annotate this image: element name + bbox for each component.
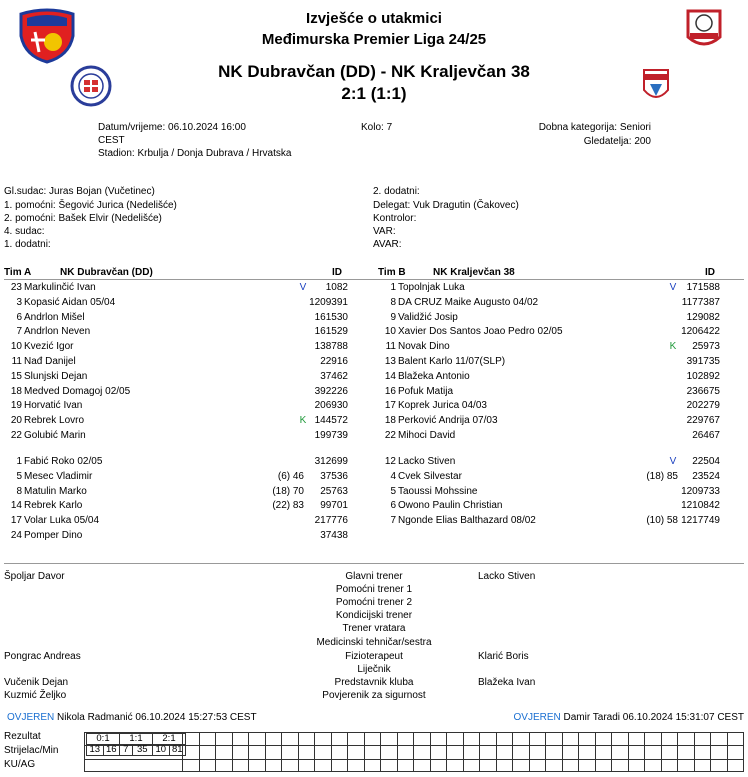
grid-line bbox=[529, 732, 530, 772]
player-number: 14 bbox=[384, 370, 396, 382]
player-name: Nađ Danijel bbox=[24, 356, 76, 367]
grid-line bbox=[578, 732, 579, 772]
player-row bbox=[0, 529, 370, 543]
player-id: 1210842 bbox=[681, 500, 720, 512]
player-name: Cvek Silvestar bbox=[398, 470, 462, 482]
player-number: 22 bbox=[384, 430, 396, 441]
player-row bbox=[374, 514, 744, 528]
player-id: 171588 bbox=[686, 282, 720, 293]
player-number: 9 bbox=[390, 311, 396, 323]
spectators-label: Gledatelja: bbox=[583, 136, 632, 147]
player-id: 37462 bbox=[320, 370, 348, 382]
grid-line bbox=[380, 732, 381, 772]
grid-line bbox=[611, 732, 612, 772]
player-id: 229767 bbox=[686, 415, 720, 427]
player-number: 23 bbox=[10, 282, 22, 293]
player-row bbox=[374, 311, 744, 325]
official-line: 1. pomoćni: Šegović Jurica (Nedelišće) bbox=[4, 200, 177, 211]
player-number: 18 bbox=[10, 385, 22, 397]
grid-line bbox=[281, 732, 282, 772]
datetime-value: 06.10.2024 16:00 bbox=[168, 122, 246, 133]
grid-line bbox=[644, 732, 645, 772]
player-name: Topolnjak Luka bbox=[398, 282, 465, 293]
scoresheet-label-scorer: Strijelac/Min bbox=[4, 745, 59, 756]
player-number: 1 bbox=[390, 282, 396, 293]
official-line: 1. dodatni: bbox=[4, 239, 51, 250]
staff-role: Kondicijski trener bbox=[335, 610, 413, 621]
player-row bbox=[374, 281, 744, 295]
grid-line bbox=[84, 759, 744, 760]
grid-line bbox=[298, 732, 299, 772]
player-row bbox=[0, 370, 370, 384]
divider bbox=[4, 279, 744, 280]
grid-line bbox=[694, 732, 695, 772]
player-name: Medved Domagoj 02/05 bbox=[24, 385, 131, 397]
player-name: Andrlon Neven bbox=[24, 326, 91, 338]
player-number: 20 bbox=[10, 415, 22, 427]
player-row bbox=[0, 514, 370, 528]
player-number: 6 bbox=[16, 311, 22, 323]
grid-line bbox=[479, 732, 480, 772]
player-id: 217776 bbox=[314, 515, 348, 527]
datetime-label: Datum/vrijeme: bbox=[98, 122, 166, 133]
team-a-label: Tim A bbox=[4, 267, 32, 278]
player-name: Horvatić Ivan bbox=[24, 400, 83, 412]
verified-status: OVJEREN bbox=[513, 712, 561, 723]
datetime-line bbox=[98, 122, 246, 133]
player-id: 312699 bbox=[314, 456, 348, 467]
player-name: Balent Karlo 11/07(SLP) bbox=[398, 356, 506, 367]
verification-left bbox=[7, 712, 257, 723]
grid-line bbox=[430, 732, 431, 772]
player-number: 18 bbox=[384, 415, 396, 427]
category-label: Dobna kategorija: bbox=[538, 122, 618, 133]
match-score: 2:1 (1:1) bbox=[341, 84, 407, 103]
player-number: 10 bbox=[384, 326, 396, 338]
player-name: Markulinčić Ivan bbox=[24, 282, 96, 293]
player-row bbox=[374, 499, 744, 513]
player-number: 13 bbox=[384, 356, 396, 367]
staff-team-a: Kuzmić Željko bbox=[4, 690, 67, 701]
player-number: 7 bbox=[16, 326, 22, 338]
grid-line bbox=[595, 732, 596, 772]
player-row bbox=[0, 414, 370, 428]
player-id: 161529 bbox=[314, 326, 348, 338]
grid-line bbox=[512, 732, 513, 772]
player-id: 23524 bbox=[692, 470, 720, 482]
player-id: 25973 bbox=[692, 341, 720, 353]
scorer-cell: 7 bbox=[120, 745, 133, 756]
report-title: Izvješće o utakmici bbox=[306, 10, 442, 27]
player-number: 15 bbox=[10, 370, 22, 382]
spectators-line bbox=[480, 136, 651, 147]
player-number: 19 bbox=[10, 400, 22, 412]
grid-line bbox=[347, 732, 348, 772]
player-name: Validžić Josip bbox=[398, 311, 458, 323]
player-row bbox=[374, 470, 744, 484]
grid-line bbox=[562, 732, 563, 772]
scorer-cell: 81 bbox=[169, 745, 186, 756]
player-id: 199739 bbox=[314, 430, 348, 441]
result-cell: 1:1 bbox=[120, 734, 153, 745]
mnsc-crest-icon bbox=[17, 6, 77, 64]
player-row bbox=[374, 385, 744, 399]
verified-by: Damir Taradi 06.10.2024 15:31:07 CEST bbox=[563, 712, 744, 723]
verification-right bbox=[430, 712, 744, 723]
player-row bbox=[0, 485, 370, 499]
player-id: 99701 bbox=[320, 500, 348, 512]
player-name: Lacko Stiven bbox=[398, 456, 456, 467]
staff-team-a: Špoljar Davor bbox=[4, 571, 65, 582]
grid-line bbox=[710, 732, 711, 772]
player-row bbox=[0, 455, 370, 469]
player-id: 1209391 bbox=[309, 296, 348, 308]
player-id: 1082 bbox=[325, 282, 348, 293]
staff-role: Medicinski tehničar/sestra bbox=[316, 637, 432, 648]
staff-role: Trener vratara bbox=[342, 623, 406, 634]
stadium-value: Krbulja / Donja Dubrava / Hrvatska bbox=[137, 148, 292, 159]
player-row bbox=[374, 355, 744, 369]
player-row bbox=[374, 455, 744, 469]
player-minute: (18) 85 bbox=[646, 470, 678, 482]
player-number: 7 bbox=[390, 515, 396, 527]
grid-line bbox=[463, 732, 464, 772]
player-number: 8 bbox=[390, 296, 396, 308]
player-name: Matulin Marko bbox=[24, 485, 87, 497]
grid-line bbox=[743, 732, 744, 772]
verified-status: OVJEREN bbox=[7, 712, 55, 723]
player-name: Blažeka Antonio bbox=[398, 370, 470, 382]
staff-role: Pomoćni trener 1 bbox=[335, 584, 413, 595]
player-row bbox=[0, 499, 370, 513]
match-title: NK Dubravčan (DD) - NK Kraljevčan 38 bbox=[218, 62, 530, 81]
player-minute: (22) 83 bbox=[272, 500, 304, 512]
stadium-line bbox=[98, 148, 291, 159]
divider bbox=[4, 563, 744, 564]
player-flag: K bbox=[669, 341, 677, 353]
staff-team-b: Lacko Stiven bbox=[478, 571, 536, 582]
player-number: 12 bbox=[384, 456, 396, 467]
team-a-id-header: ID bbox=[332, 267, 342, 278]
player-row bbox=[374, 485, 744, 499]
player-number: 16 bbox=[384, 385, 396, 397]
category-line bbox=[480, 122, 651, 133]
spectators-value: 200 bbox=[634, 136, 651, 147]
player-row bbox=[374, 399, 744, 413]
round-value: 7 bbox=[386, 122, 393, 133]
player-flag: V bbox=[669, 282, 677, 293]
staff-team-a: Vučenik Dejan bbox=[4, 677, 69, 688]
player-name: DA CRUZ Maike Augusto 04/02 bbox=[398, 296, 539, 308]
grid-line bbox=[397, 732, 398, 772]
player-name: Rebrek Lovro bbox=[24, 415, 85, 427]
player-number: 3 bbox=[16, 296, 22, 308]
player-name: Pomper Dino bbox=[24, 530, 83, 541]
round-line bbox=[361, 122, 392, 133]
scorer-cell: 35 bbox=[132, 745, 152, 756]
player-row bbox=[0, 296, 370, 310]
player-number: 4 bbox=[390, 470, 396, 482]
player-number: 17 bbox=[10, 515, 22, 527]
grid-line bbox=[331, 732, 332, 772]
result-cell: 0:1 bbox=[87, 734, 120, 745]
player-row bbox=[0, 385, 370, 399]
grid-line bbox=[314, 732, 315, 772]
player-id: 392226 bbox=[314, 385, 348, 397]
player-name: Taoussi Mohssine bbox=[398, 485, 478, 497]
player-number: 22 bbox=[10, 430, 22, 441]
scoresheet-results bbox=[86, 733, 186, 756]
grid-line bbox=[727, 732, 728, 772]
player-minute: (10) 58 bbox=[646, 515, 678, 527]
player-id: 144572 bbox=[314, 415, 348, 427]
player-id: 202279 bbox=[686, 400, 720, 412]
player-name: Rebrek Karlo bbox=[24, 500, 83, 512]
player-name: Owono Paulin Christian bbox=[398, 500, 503, 512]
player-name: Pofuk Matija bbox=[398, 385, 454, 397]
player-id: 1177387 bbox=[681, 296, 720, 308]
official-line: 4. sudac: bbox=[4, 226, 45, 237]
timezone: CEST bbox=[98, 135, 125, 146]
staff-team-b: Klarić Boris bbox=[478, 651, 529, 662]
player-name: Slunjski Dejan bbox=[24, 370, 88, 382]
nk-kraljevcan-crest-icon bbox=[641, 66, 671, 106]
grid-line bbox=[265, 732, 266, 772]
player-number: 11 bbox=[11, 356, 22, 367]
player-minute: (18) 70 bbox=[272, 485, 304, 497]
player-number: 24 bbox=[10, 530, 22, 541]
player-flag: V bbox=[669, 456, 677, 467]
scorer-cell: 13 bbox=[87, 745, 104, 756]
player-row bbox=[0, 340, 370, 354]
grid-line bbox=[199, 732, 200, 772]
player-name: Kopasić Aidan 05/04 bbox=[24, 296, 116, 308]
scoresheet-label-result: Rezultat bbox=[4, 731, 41, 742]
staff-team-a: Pongrac Andreas bbox=[4, 651, 81, 662]
player-row bbox=[0, 325, 370, 339]
team-b-name: NK Kraljevčan 38 bbox=[433, 267, 515, 278]
official-line: AVAR: bbox=[373, 239, 402, 250]
player-row bbox=[0, 470, 370, 484]
official-line: 2. pomoćni: Bašek Elvir (Nedelišće) bbox=[4, 213, 162, 224]
player-minute: (6) 46 bbox=[277, 470, 304, 482]
scoresheet-label-ku: KU/AG bbox=[4, 759, 36, 770]
player-name: Koprek Jurica 04/03 bbox=[398, 400, 487, 412]
scorer-cell: 16 bbox=[103, 745, 120, 756]
grid-line bbox=[232, 732, 233, 772]
stadium-label: Stadion: bbox=[98, 148, 135, 159]
player-number: 8 bbox=[16, 485, 22, 497]
grid-line bbox=[545, 732, 546, 772]
grid-line bbox=[364, 732, 365, 772]
player-name: Kvezić Igor bbox=[24, 341, 74, 353]
player-row bbox=[0, 281, 370, 295]
player-name: Golubić Marin bbox=[24, 430, 86, 441]
player-row bbox=[374, 429, 744, 443]
player-id: 138788 bbox=[314, 341, 348, 353]
player-row bbox=[0, 429, 370, 443]
player-id: 102892 bbox=[686, 370, 720, 382]
player-id: 391735 bbox=[686, 356, 720, 367]
official-line: VAR: bbox=[373, 226, 396, 237]
grid-line bbox=[661, 732, 662, 772]
player-name: Ngonde Elias Balthazard 08/02 bbox=[398, 515, 536, 527]
player-id: 1209733 bbox=[681, 485, 720, 497]
player-id: 161530 bbox=[314, 311, 348, 323]
player-row bbox=[0, 355, 370, 369]
player-number: 17 bbox=[384, 400, 396, 412]
player-number: 6 bbox=[390, 500, 396, 512]
player-name: Novak Dino bbox=[398, 341, 450, 353]
grid-line bbox=[496, 732, 497, 772]
player-row bbox=[374, 325, 744, 339]
scorer-cell: 10 bbox=[153, 745, 170, 756]
result-cell: 2:1 bbox=[153, 734, 186, 745]
player-name: Xavier Dos Santos Joao Pedro 02/05 bbox=[398, 326, 563, 338]
player-flag: K bbox=[299, 415, 307, 427]
player-name: Perković Andrija 07/03 bbox=[398, 415, 498, 427]
category-value: Seniori bbox=[619, 122, 651, 133]
player-id: 37536 bbox=[320, 470, 348, 482]
team-b-label: Tim B bbox=[378, 267, 406, 278]
player-number: 5 bbox=[390, 485, 396, 497]
player-id: 206930 bbox=[314, 400, 348, 412]
player-number: 5 bbox=[16, 470, 22, 482]
team-a-name: NK Dubravčan (DD) bbox=[60, 267, 153, 278]
grid-line bbox=[628, 732, 629, 772]
staff-role: Povjerenik za sigurnost bbox=[322, 690, 426, 701]
official-line: Delegat: Vuk Dragutin (Čakovec) bbox=[373, 200, 519, 211]
player-number: 11 bbox=[385, 341, 396, 353]
player-name: Mihoci David bbox=[398, 430, 456, 441]
player-name: Fabić Roko 02/05 bbox=[24, 456, 103, 467]
staff-role: Predstavnik kluba bbox=[334, 677, 414, 688]
player-row bbox=[374, 296, 744, 310]
grid-line bbox=[215, 732, 216, 772]
player-id: 1217749 bbox=[681, 515, 720, 527]
player-name: Mesec Vladimir bbox=[24, 470, 93, 482]
staff-role: Pomoćni trener 2 bbox=[335, 597, 413, 608]
staff-role: Glavni trener bbox=[345, 571, 403, 582]
grid-line bbox=[248, 732, 249, 772]
verified-by: Nikola Radmanić 06.10.2024 15:27:53 CEST bbox=[57, 712, 257, 723]
player-id: 22504 bbox=[692, 456, 720, 467]
league-name: Međimurska Premier Liga 24/25 bbox=[261, 31, 487, 48]
player-id: 129082 bbox=[686, 311, 720, 323]
grid-line bbox=[446, 732, 447, 772]
player-id: 1206422 bbox=[681, 326, 720, 338]
official-line: Gl.sudac: Juras Bojan (Vučetinec) bbox=[4, 186, 155, 197]
player-name: Volar Luka 05/04 bbox=[24, 515, 100, 527]
player-row bbox=[0, 399, 370, 413]
grid-line bbox=[413, 732, 414, 772]
official-line: Kontrolor: bbox=[373, 213, 417, 224]
player-id: 37438 bbox=[320, 530, 348, 541]
player-number: 14 bbox=[10, 500, 22, 512]
player-number: 10 bbox=[10, 341, 22, 353]
medimurje-league-badge-icon bbox=[684, 7, 724, 53]
grid-line bbox=[677, 732, 678, 772]
player-id: 22916 bbox=[320, 356, 348, 367]
team-b-id-header: ID bbox=[705, 267, 715, 278]
player-row bbox=[0, 311, 370, 325]
player-id: 26467 bbox=[692, 430, 720, 441]
player-id: 236675 bbox=[686, 385, 720, 397]
staff-team-b: Blažeka Ivan bbox=[478, 677, 536, 688]
nk-dubravcan-crest-icon bbox=[69, 64, 113, 108]
player-flag: V bbox=[299, 282, 307, 293]
official-line: 2. dodatni: bbox=[373, 186, 420, 197]
staff-role: Fizioterapeut bbox=[345, 651, 403, 662]
player-name: Andrlon Mišel bbox=[24, 311, 85, 323]
player-number: 1 bbox=[16, 456, 22, 467]
player-row bbox=[374, 370, 744, 384]
player-id: 25763 bbox=[320, 485, 348, 497]
staff-role: Liječnik bbox=[357, 664, 391, 675]
round-label: Kolo: bbox=[361, 122, 384, 133]
player-row bbox=[374, 340, 744, 354]
player-row bbox=[374, 414, 744, 428]
